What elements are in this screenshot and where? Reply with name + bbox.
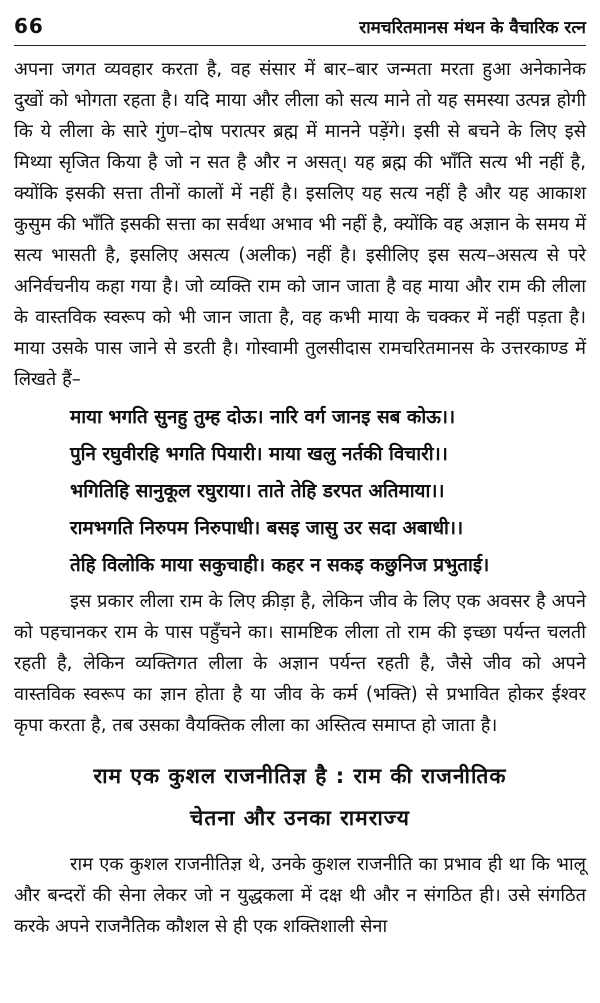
paragraph-3: राम एक कुशल राजनीतिज्ञ थे, उनके कुशल राजनीति का प्रभाव ही था कि भालू और बन्दरों की सेना लेकर जो न युद्धकला में दक्ष थी और न संगठित ही। उसे संगठित करके अपने राजनैतिक कौशल से ही एक शक्तिशाली सेना	[14, 854, 586, 937]
page-number: 66	[14, 14, 44, 38]
paragraph-2: इस प्रकार लीला राम के लिए क्रीड़ा है, लेकिन जीव के लिए एक अवसर है अपने को पहचानकर राम के पास पहुँचने का। सामष्टिक लीला तो राम की इच्छा पर्यन्त चलती रहती है, लेकिन व्यक्तिगत लीला के अज्ञान पर्यन्त रहती है, जैसे जीव को अपने वास्तविक स्वरूप का ज्ञान होता है या जीव के कर्म (भक्ति) से प्रभावित होकर ईश्वर कृपा करता है, तब उसका वैयक्तिक लीला का अस्तित्व समाप्त हो जाता है।	[14, 591, 586, 736]
verse-block	[14, 399, 586, 584]
verse-line: माया भगति सुनहु तुम्ह दोऊ। नारि वर्ग जानइ सब कोऊ।।	[70, 407, 456, 428]
section-heading	[14, 755, 586, 839]
verse-line: रामभगति निरुपम निरुपाधी। बसइ जासु उर सदा अबाधी।।	[70, 518, 464, 539]
running-title: रामचरितमानस मंथन के वैचारिक रत्न	[359, 18, 586, 38]
page-header	[14, 0, 586, 46]
verse-line: तेहि विलोकि माया सकुचाही। कहर न सकइ कछुनिज प्रभुताई।	[70, 555, 490, 576]
section-heading-line-1: राम एक कुशल राजनीतिज्ञ है : राम की राजनीतिक	[93, 764, 507, 788]
paragraph-1: अपना जगत व्यवहार करता है, वह संसार में बार–बार जन्मता मरता हुआ अनेकानेक दुखों को भोगता रहता है। यदि माया और लीला को सत्य माने तो यह समस्या उत्पन्न होगी कि ये लीला के सारे गुंण–दोष परात्पर ब्रह्म में मानने पड़ेंगे। इसी से बचने के लिए इसे मिथ्या सृजित किया है जो न सत है और न असत्। यह ब्रह्म की भाँति सत्य भी नहीं है, क्योंकि इसकी सत्ता तीनों कालों में नहीं है। इसलिए यह सत्य नहीं है और यह आकाश कुसुम की भाँति इसकी सत्ता का सर्वथा अभाव भी नहीं है, क्योंकि वह अज्ञान के समय में सत्य भासती है, इसलिए असत्य (अलीक) नहीं है। इसीलिए इस सत्य–असत्य से परे अनिर्वचनीय कहा गया है। जो व्यक्ति राम को जान जाता है वह माया और राम की लीला के वास्तविक स्वरूप को भी जान जाता है, वह कभी माया के चक्कर में नहीं पड़ता है। माया उसके पास जाने से डरती है। गोस्वामी तुलसीदास रामचरितमानस के उत्तरकाण्ड में लिखते हैं–	[14, 59, 586, 390]
verse-line: भगितिहि सानुकूल रघुराया। ताते तेहि डरपत अतिमाया।।	[70, 481, 445, 502]
verse-line: पुनि रघुवीरहि भगति पियारी। माया खलु नर्तकी विचारी।।	[70, 444, 448, 465]
section-heading-line-2: चेतना और उनका रामराज्य	[190, 806, 410, 830]
